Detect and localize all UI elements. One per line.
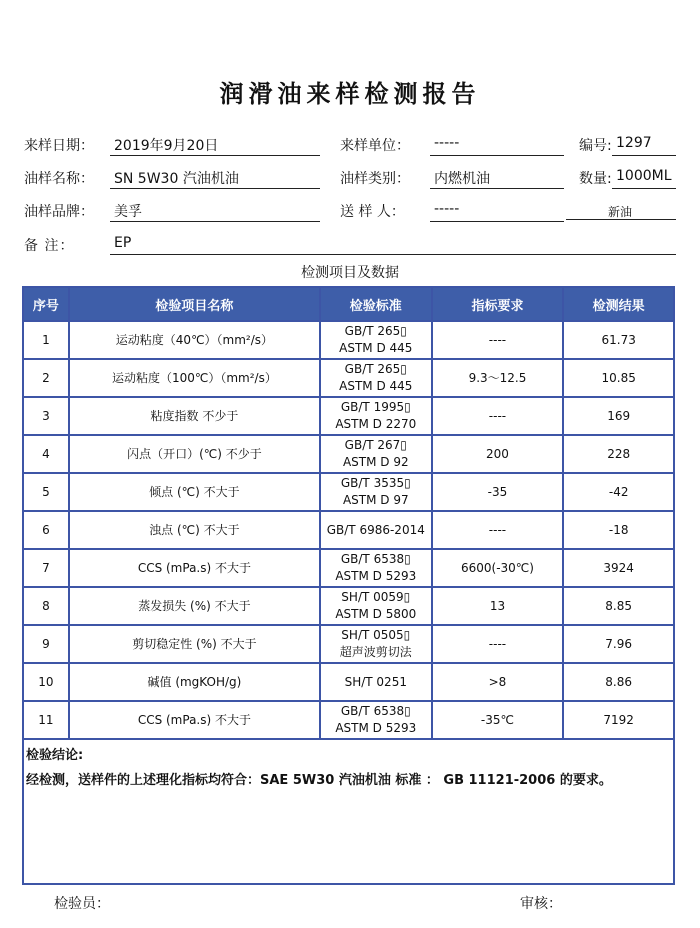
row-standard-line-1: SH/T 0505▯: [341, 628, 411, 642]
table-row: [23, 473, 674, 511]
reviewer-label: 审核：: [520, 896, 562, 912]
table-row: [23, 321, 674, 359]
oil-brand-label: 油样品牌：: [24, 204, 94, 220]
oil-condition-value: 新油: [608, 205, 633, 219]
sample-date-label: 来样日期：: [24, 138, 94, 154]
row-requirement: -35℃: [432, 701, 564, 739]
row-standard: [320, 549, 432, 587]
section-title: 检测项目及数据: [301, 265, 399, 281]
quantity-value: 1000ML: [616, 168, 672, 184]
row-seq: 1: [23, 321, 69, 359]
row-result: 8.86: [563, 663, 674, 701]
row-item: 运动粘度（40℃）（mm²/s）: [69, 321, 320, 359]
row-seq: 7: [23, 549, 69, 587]
row-item: 碱值 (mgKOH/g): [69, 663, 320, 701]
row-result: 7.96: [563, 625, 674, 663]
row-standard: [320, 701, 432, 739]
table-row: [23, 511, 674, 549]
oil-name-value: SN 5W30 汽油机油: [114, 171, 239, 187]
table-row: [23, 663, 674, 701]
row-seq: 8: [23, 587, 69, 625]
table-row: [23, 435, 674, 473]
test-data-table: [22, 286, 675, 740]
header-item: 检验项目名称: [69, 287, 320, 321]
row-seq: 3: [23, 397, 69, 435]
conclusion-text: 经检测，送样件的上述理化指标均符合：SAE 5W30 汽油机油 标准 ： GB 11121-2006 的要求。: [26, 773, 612, 788]
row-standard-line-2: ASTM D 97: [342, 493, 409, 507]
row-item: 粘度指数 不少于: [69, 397, 320, 435]
sample-date-value: 2019年9月20日: [114, 138, 219, 154]
row-requirement: 200: [432, 435, 564, 473]
row-seq: 4: [23, 435, 69, 473]
row-standard-line-1: GB/T 6538▯: [340, 704, 411, 718]
row-item: 倾点 (℃) 不大于: [69, 473, 320, 511]
table-row: [23, 587, 674, 625]
row-standard: [320, 587, 432, 625]
row-seq: 9: [23, 625, 69, 663]
remark-underline: [110, 254, 676, 255]
row-result: 8.85: [563, 587, 674, 625]
table-row: [23, 359, 674, 397]
quantity-underline: [612, 188, 676, 189]
row-standard-line-1: GB/T 1995▯: [340, 400, 411, 414]
inspector-label: 检验员：: [54, 896, 110, 912]
oil-type-label: 油样类别：: [340, 171, 410, 187]
header-standard: 检验标准: [320, 287, 432, 321]
row-standard-line-2: ASTM D 92: [342, 455, 409, 469]
row-standard-line-1: GB/T 265▯: [344, 324, 407, 338]
report-title: 润滑油来样检测报告: [219, 79, 481, 108]
table-row: [23, 701, 674, 739]
sample-unit-label: 来样单位：: [340, 138, 410, 154]
row-standard-line-1: GB/T 267▯: [344, 438, 407, 452]
row-standard-line-1: GB/T 6986-2014: [326, 522, 425, 537]
row-standard-line-2: ASTM D 5293: [335, 569, 417, 583]
oil-name-underline: [110, 188, 320, 189]
sample-unit-value: -----: [434, 135, 460, 151]
remark-label: 备 注：: [24, 238, 75, 254]
row-standard-line-2: ASTM D 445: [339, 379, 413, 393]
row-standard: [320, 511, 432, 549]
row-requirement: -35: [432, 473, 564, 511]
row-result: 61.73: [563, 321, 674, 359]
row-requirement: ----: [432, 321, 564, 359]
row-standard-line-1: GB/T 265▯: [344, 362, 407, 376]
report-number-value: 1297: [616, 135, 652, 151]
row-result: 3924: [563, 549, 674, 587]
row-seq: 6: [23, 511, 69, 549]
row-seq: 11: [23, 701, 69, 739]
row-standard: [320, 473, 432, 511]
row-seq: 10: [23, 663, 69, 701]
report-number-underline: [612, 155, 676, 156]
row-standard: [320, 397, 432, 435]
row-item: 闪点（开口）(℃) 不少于: [69, 435, 320, 473]
row-standard-line-1: GB/T 3535▯: [340, 476, 411, 490]
quantity-label: 数量:: [579, 171, 612, 187]
row-standard-line-2: 超声波剪切法: [339, 645, 412, 659]
table-row: [23, 549, 674, 587]
table-row: [23, 625, 674, 663]
row-standard-line-1: SH/T 0251: [344, 674, 407, 689]
row-standard-line-2: ASTM D 2270: [335, 417, 417, 431]
row-result: 228: [563, 435, 674, 473]
row-requirement: ----: [432, 511, 564, 549]
row-item: CCS (mPa.s) 不大于: [69, 701, 320, 739]
oil-condition-underline: [566, 219, 676, 220]
row-item: 剪切稳定性 (%) 不大于: [69, 625, 320, 663]
sender-value: -----: [434, 201, 460, 217]
row-requirement: ----: [432, 625, 564, 663]
remark-value: EP: [114, 235, 132, 251]
row-result: 169: [563, 397, 674, 435]
row-result: 10.85: [563, 359, 674, 397]
row-requirement: ----: [432, 397, 564, 435]
row-item: 浊点 (℃) 不大于: [69, 511, 320, 549]
header-result: 检测结果: [563, 287, 674, 321]
oil-brand-underline: [110, 221, 320, 222]
oil-type-value: 内燃机油: [434, 171, 490, 187]
row-seq: 2: [23, 359, 69, 397]
row-result: 7192: [563, 701, 674, 739]
header-seq: 序号: [23, 287, 69, 321]
sender-label: 送 样 人：: [340, 204, 405, 220]
row-seq: 5: [23, 473, 69, 511]
row-requirement: >8: [432, 663, 564, 701]
row-item: 运动粘度（100℃）（mm²/s）: [69, 359, 320, 397]
oil-name-label: 油样名称：: [24, 171, 94, 187]
oil-brand-value: 美孚: [114, 204, 142, 220]
sample-unit-underline: [430, 155, 564, 156]
report-number-label: 编号:: [579, 138, 612, 154]
table-row: [23, 397, 674, 435]
row-standard-line-2: ASTM D 5293: [335, 721, 417, 735]
sample-date-underline: [110, 155, 320, 156]
row-item: CCS (mPa.s) 不大于: [69, 549, 320, 587]
row-standard-line-1: GB/T 6538▯: [340, 552, 411, 566]
row-result: -18: [563, 511, 674, 549]
sender-underline: [430, 221, 564, 222]
conclusion-heading: 检验结论:: [26, 748, 84, 763]
row-standard: [320, 321, 432, 359]
row-standard: [320, 625, 432, 663]
table-header-row: [23, 287, 674, 321]
row-standard: [320, 663, 432, 701]
header-requirement: 指标要求: [432, 287, 564, 321]
row-standard-line-2: ASTM D 445: [339, 341, 413, 355]
row-standard-line-2: ASTM D 5800: [335, 607, 417, 621]
row-standard-line-1: SH/T 0059▯: [341, 590, 411, 604]
row-requirement: 13: [432, 587, 564, 625]
row-requirement: 6600(-30℃): [432, 549, 564, 587]
oil-type-underline: [430, 188, 564, 189]
row-requirement: 9.3～12.5: [432, 359, 564, 397]
row-item: 蒸发损失 (%) 不大于: [69, 587, 320, 625]
row-result: -42: [563, 473, 674, 511]
row-standard: [320, 435, 432, 473]
row-standard: [320, 359, 432, 397]
